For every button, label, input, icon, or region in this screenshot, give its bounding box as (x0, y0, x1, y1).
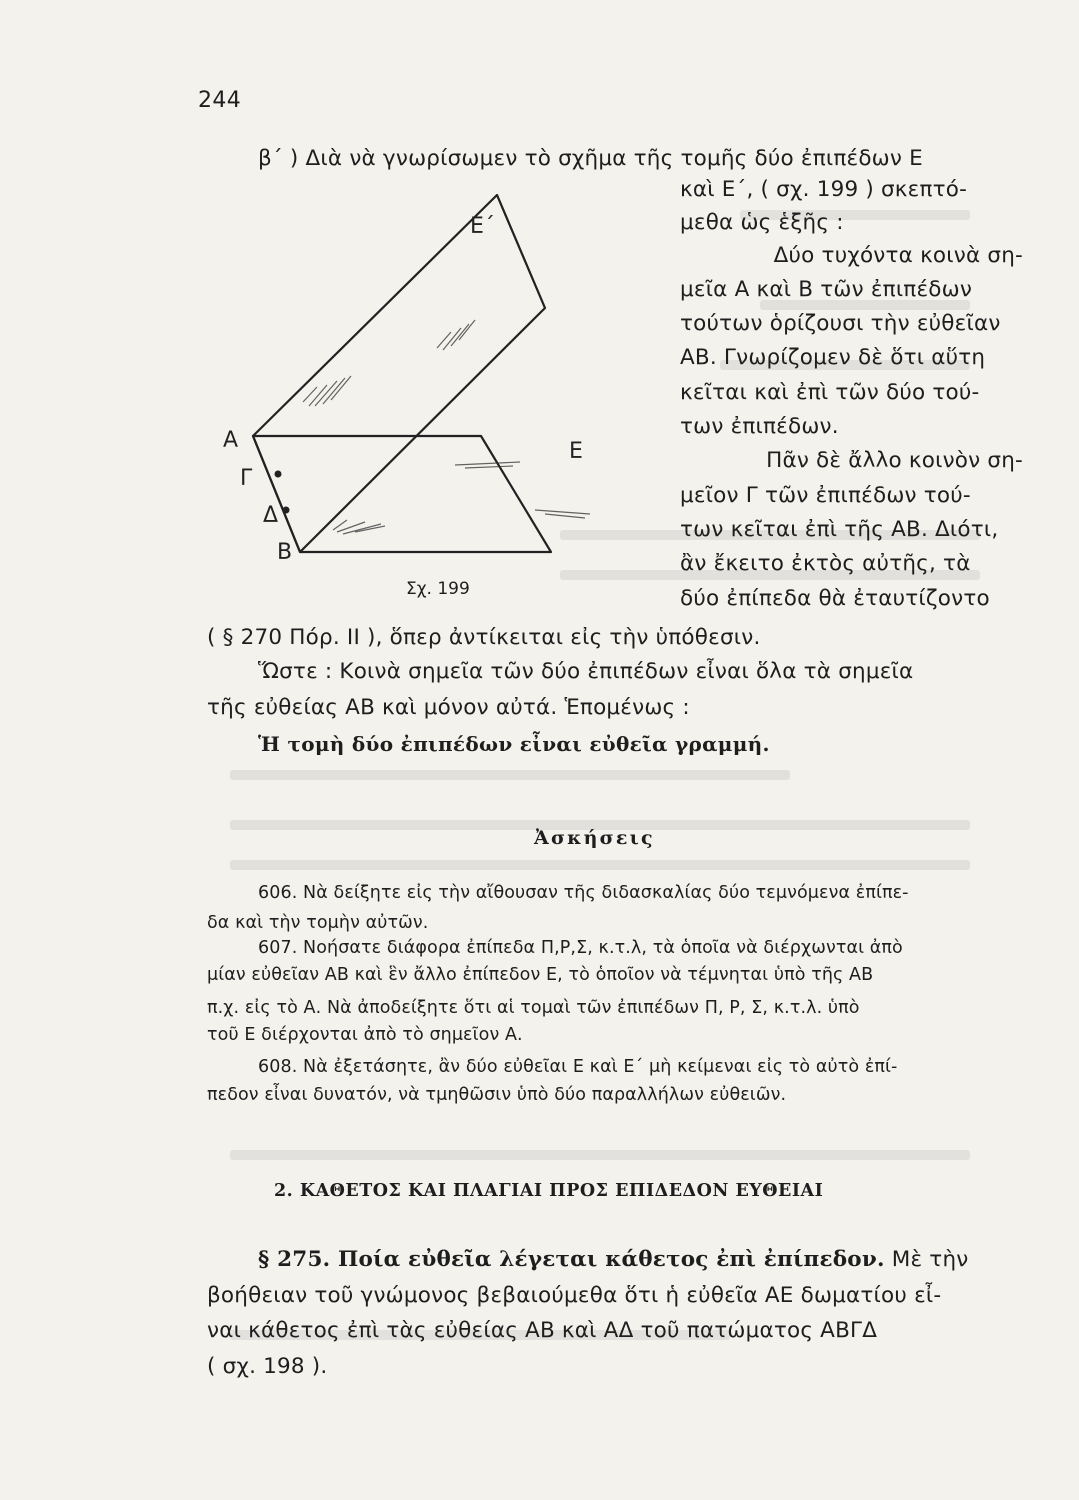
body-line: τῆς εὐθείας ΑΒ καὶ μόνον αὐτά. Ἑπομένως : (207, 695, 690, 720)
body-line: Ὥστε : Κοινὰ σημεῖα τῶν δύο ἐπιπέδων εἶναι ὅλα τὰ σημεῖα (258, 659, 914, 684)
plane-hatching (303, 320, 590, 534)
rule-statement: Ἡ τομὴ δύο ἐπιπέδων εἶναι εὐθεῖα γραμμή. (258, 732, 770, 756)
exercise-line: 608. Νὰ ἐξετάσητε, ἂν δύο εὐθεῖαι Ε καὶ Ε΄ μὴ κείμεναι εἰς τὸ αὐτὸ ἐπί- (258, 1057, 898, 1077)
right-column-line: δύο ἐπίπεδα θὰ ἐταυτίζοντο (680, 586, 990, 611)
paragraph-275-first-line (258, 1249, 968, 1271)
exercise-line: μίαν εὐθεῖαν ΑΒ καὶ ἓν ἄλλο ἐπίπεδον Ε, τὸ ὁποῖον νὰ τέμνηται ὑπὸ τῆς ΑΒ (207, 965, 874, 985)
label-b: Β (277, 540, 293, 565)
exercise-line: πεδον εἶναι δυνατόν, νὰ τμηθῶσιν ὑπὸ δύο παραλλήλων εὐθειῶν. (207, 1085, 787, 1105)
label-a: Α (223, 428, 239, 453)
right-column-line: ἂν ἔκειτο ἐκτὸς αὐτῆς, τὰ (680, 551, 971, 576)
paragraph-275-first-line-rest: Μὲ τὴν (884, 1247, 969, 1272)
right-column-line: Δύο τυχόντα κοινὰ ση- (773, 243, 1023, 268)
figure-caption: Σχ. 199 (406, 579, 470, 599)
label-e-prime: Ε΄ (470, 214, 495, 239)
right-column-line: κεῖται καὶ ἐπὶ τῶν δύο τού- (680, 380, 980, 405)
right-column-line: Πᾶν δὲ ἄλλο κοινὸν ση- (766, 448, 1023, 473)
exercise-line: 607. Νοήσατε διάφορα ἐπίπεδα Π,Ρ,Σ, κ.τ.λ, τὰ ὁποῖα νὰ διέρχωνται ἀπὸ (258, 938, 903, 958)
exercises-heading: Ἀσκήσεις (534, 827, 655, 849)
label-g: Γ (240, 466, 253, 491)
right-column-line: των κεῖται ἐπὶ τῆς ΑΒ. Διότι, (680, 517, 999, 542)
exercise-line: δα καὶ τὴν τομὴν αὐτῶν. (207, 913, 429, 933)
exercise-line: 606. Νὰ δείξητε εἰς τὴν αἴθουσαν τῆς διδασκαλίας δύο τεμνόμενα ἐπίπε- (258, 883, 909, 903)
point-d-dot (283, 507, 290, 514)
right-column-line: μεῖα Α καὶ Β τῶν ἐπιπέδων (680, 277, 973, 302)
exercise-line: τοῦ Ε διέρχονται ἀπὸ τὸ σημεῖον Α. (207, 1025, 523, 1045)
right-column-line: καὶ Ε΄, ( σχ. 199 ) σκεπτό- (680, 177, 968, 202)
exercise-line: π.χ. εἰς τὸ Α. Νὰ ἀποδείξητε ὅτι αἱ τομαὶ τῶν ἐπιπέδων Π, Ρ, Σ, κ.τ.λ. ὑπὸ (207, 998, 860, 1018)
paragraph-275-line: βοήθειαν τοῦ γνώμονος βεβαιούμεθα ὅτι ἡ εὐθεῖα ΑΕ δωματίου εἶ- (207, 1283, 942, 1308)
right-column-line: τούτων ὁρίζουσι τὴν εὐθεῖαν (680, 311, 1001, 336)
right-column-line: ΑΒ. Γνωρίζομεν δὲ ὅτι αὕτη (680, 345, 986, 370)
point-g-dot (275, 471, 282, 478)
intro-line: β΄ ) Διὰ νὰ γνωρίσωμεν τὸ σχῆμα τῆς τομῆς δύο ἐπιπέδων Ε (258, 146, 923, 171)
right-column-line: μεῖον Γ τῶν ἐπιπέδων τού- (680, 483, 971, 508)
figure-199-diagram (215, 180, 685, 600)
paragraph-275-line: ( σχ. 198 ). (207, 1354, 328, 1379)
label-e: Ε (569, 439, 583, 464)
body-line: ( § 270 Πόρ. ΙΙ ), ὅπερ ἀντίκειται εἰς τὴν ὑπόθεσιν. (207, 625, 761, 650)
paragraph-275-label: § 275. Ποία εὐθεῖα λέγεται κάθετος ἐπὶ ἐπίπεδον. (258, 1247, 885, 1272)
right-column-line: μεθα ὡς ἑξῆς : (680, 210, 844, 235)
label-d: Δ (263, 503, 279, 528)
paragraph-275-line: ναι κάθετος ἐπὶ τὰς εὐθείας ΑΒ καὶ ΑΔ τοῦ πατώματος ΑΒΓΔ (207, 1318, 878, 1343)
page-number: 244 (198, 88, 242, 113)
section-heading: 2. ΚΑΘΕΤΟΣ ΚΑΙ ΠΛΑΓΙΑΙ ΠΡΟΣ ΕΠΙΔΕΔΟΝ ΕΥΘΕΙΑΙ (274, 1181, 824, 1201)
plane-edge-line (497, 195, 545, 308)
right-column-line: των ἐπιπέδων. (680, 414, 839, 439)
plane-e-prime-outline (253, 195, 545, 552)
plane-e-outline (253, 436, 551, 552)
